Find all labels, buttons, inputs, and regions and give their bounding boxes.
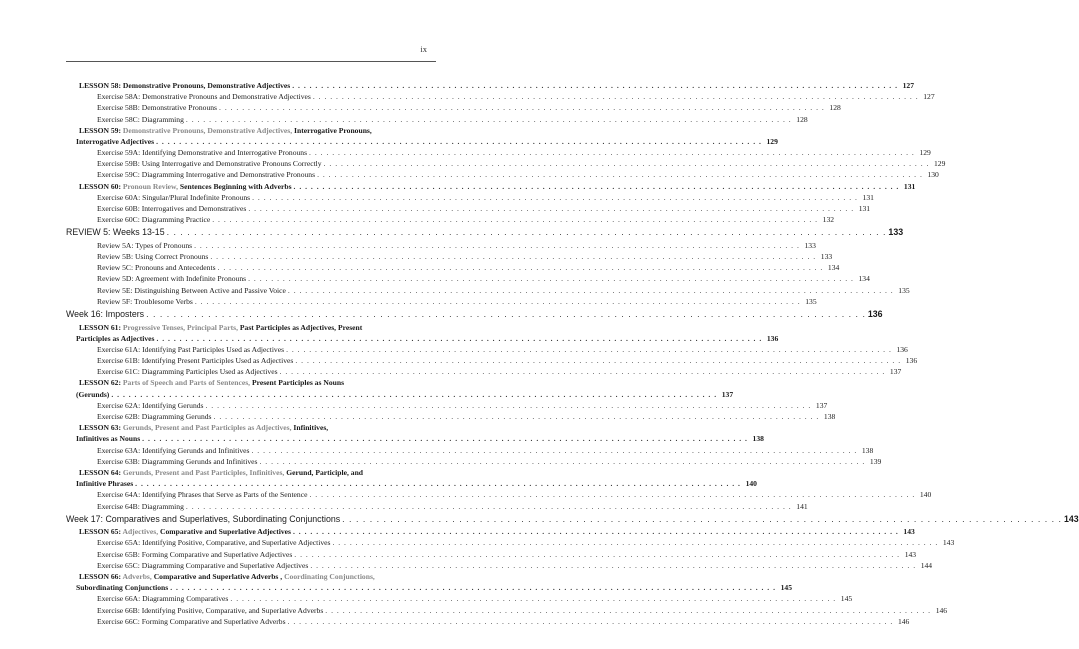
toc-entry-page: 135 (805, 296, 817, 306)
dot-leader (313, 91, 919, 102)
toc-title-part: Exercise 61B: Identifying Present Participles Used as Adjectives (97, 356, 294, 366)
dot-leader (251, 445, 857, 456)
toc-title-part: Exercise 59C: Diagramming Interrogative and Demonstrative Pronouns (97, 170, 316, 180)
toc-entry-title (97, 203, 246, 214)
toc-title-gray-part: Gerunds, Present and Past Participles as Adjectives, (122, 423, 294, 433)
toc-entry-title (97, 169, 315, 180)
toc-entry-title (79, 181, 292, 192)
toc-title-part: Exercise 65A: Identifying Positive, Comparative, and Superlative Adjectives (97, 538, 331, 548)
toc-entry-exercise[interactable] (66, 456, 882, 467)
toc-entry-title (97, 285, 286, 296)
toc-entry-page: 127 (923, 92, 935, 102)
toc-entry-exercise[interactable] (66, 285, 910, 296)
toc-entry-title (76, 136, 154, 147)
dot-leader (248, 273, 854, 284)
toc-entry-page: 145 (840, 594, 853, 604)
toc-entry-title (97, 158, 322, 169)
toc-title-gray-part: Adjectives, (122, 527, 161, 537)
toc-entry-page: 143 (942, 538, 955, 548)
toc-entry-title (97, 366, 278, 377)
toc-entry-lesson-cont[interactable] (66, 582, 792, 593)
toc-entry-page: 133 (888, 227, 904, 238)
toc-entry-page: 146 (897, 616, 910, 626)
dot-leader (292, 80, 898, 91)
toc-title-part: Review 5F: Troublesome Verbs (97, 296, 193, 306)
toc-entry-title (66, 513, 340, 527)
toc-entry-title (97, 296, 193, 307)
toc-entry-page: 144 (920, 560, 933, 570)
toc-entry-title (97, 489, 307, 500)
dot-leader (186, 114, 792, 125)
toc-entry-title (97, 273, 246, 284)
toc-entry-title (76, 389, 109, 400)
toc-title-part: LESSON 63: (79, 423, 123, 433)
toc-entry-page: 127 (902, 80, 914, 90)
toc-title-part: Exercise 60C: Diagramming Practice (97, 215, 211, 225)
toc-entry-page: 146 (935, 605, 948, 615)
dot-leader (317, 169, 923, 180)
toc-entry-page: 129 (766, 136, 778, 146)
toc-entry-title (97, 192, 250, 203)
toc-entry-lesson-cont[interactable] (66, 478, 757, 489)
toc-title-part: Exercise 61A: Identifying Past Participles Used as Adjectives (97, 344, 285, 354)
dot-leader (212, 214, 818, 225)
toc-title-part: Exercise 66B: Identifying Positive, Comparative, and Superlative Adverbs (97, 605, 324, 615)
toc-title-gray-part: Demonstrative Pronouns, Demonstrative Adjectives, (122, 125, 295, 135)
toc-entry-exercise[interactable] (66, 240, 816, 251)
toc-entry-title (76, 333, 154, 344)
toc-entry-title (97, 616, 286, 627)
toc-title-part: Exercise 65B: Forming Comparative and Superlative Adjectives (97, 549, 293, 559)
toc-entry-lesson[interactable] (66, 378, 436, 389)
toc-entry-lesson[interactable] (66, 322, 436, 333)
toc-title-part: LESSON 59: (79, 125, 123, 135)
toc-title-part: Comparative and Superlative Adverbs , (153, 571, 285, 581)
toc-entry-exercise[interactable] (66, 616, 910, 627)
toc-title-part: Exercise 63B: Diagramming Gerunds and Infinitives (97, 456, 258, 466)
toc-title-part: LESSON 60: (79, 181, 123, 191)
toc-entry-title (79, 322, 362, 333)
toc-entry-lesson-cont[interactable] (66, 333, 779, 344)
toc-title-part: Review 5C: Pronouns and Antecedents (97, 263, 216, 273)
toc-entry-title (97, 114, 184, 125)
toc-entry-title (66, 308, 144, 322)
toc-entry-exercise[interactable] (66, 203, 871, 214)
toc-title-part: Review 5D: Agreement with Indefinite Pronouns (97, 274, 247, 284)
toc-entry-page: 137 (889, 367, 902, 377)
toc-title-part: Exercise 62A: Identifying Gerunds (97, 400, 204, 410)
dot-leader (186, 501, 792, 512)
toc-entry-page: 136 (905, 356, 918, 366)
toc-entry-title (97, 240, 192, 251)
toc-title-part: Exercise 58A: Demonstrative Pronouns and Demonstrative Adjectives (97, 92, 311, 102)
dot-leader (309, 489, 915, 500)
toc-entry-page: 128 (796, 114, 808, 124)
dot-leader (170, 582, 776, 593)
page-number: ix (420, 44, 427, 54)
toc-title-part: Past Participles as Adjectives, Present (239, 322, 363, 332)
toc-entry-lesson[interactable] (66, 80, 914, 91)
toc-title-part: (Gerunds) (76, 389, 110, 399)
dot-leader (142, 433, 748, 444)
toc-entry-title (79, 80, 290, 91)
toc-entry-page: 134 (858, 274, 870, 284)
toc-title-part: Participles as Adjectives (76, 333, 155, 343)
toc-entry-page: 136 (896, 344, 908, 354)
toc-title-part: LESSON 66: (79, 571, 123, 581)
toc-entry-title (97, 214, 210, 225)
toc-title-part: Exercise 64A: Identifying Phrases that Serve as Parts of the Sentence (97, 490, 308, 500)
toc-entry-page: 138 (861, 445, 874, 455)
toc-title-part: LESSON 65: (79, 527, 123, 537)
toc-entry-exercise[interactable] (66, 158, 946, 169)
toc-entry-title (97, 91, 311, 102)
toc-title-part: Exercise 59B: Using Interrogative and Demonstrative Pronouns Correctly (97, 159, 322, 169)
toc-entry-page: 140 (745, 479, 757, 489)
toc-entry-week[interactable] (66, 513, 1079, 527)
toc-title-part: Gerund, Participle, and (286, 467, 364, 477)
dot-leader (230, 593, 836, 604)
toc-entry-title (76, 582, 168, 593)
toc-entry-title (79, 467, 363, 478)
toc-entry-title (97, 605, 323, 616)
toc-title-part: Exercise 61C: Diagramming Participles Used as Adjectives (97, 367, 278, 377)
toc-entry-exercise[interactable] (66, 214, 835, 225)
dot-leader (156, 333, 762, 344)
toc-entry-title (76, 433, 140, 444)
toc-title-part: Comparative and Superlative Adjectives (160, 527, 291, 537)
header-rule (66, 61, 436, 62)
toc-entry-exercise[interactable] (66, 445, 874, 456)
toc-entry-exercise[interactable] (66, 147, 931, 158)
toc-title-gray-part: Adverbs, (122, 571, 154, 581)
toc-entry-page: 140 (919, 490, 932, 500)
dot-leader (167, 226, 887, 240)
toc-entry-title (97, 445, 249, 456)
toc-entry-exercise[interactable] (66, 262, 840, 273)
toc-entry-page: 145 (780, 583, 792, 593)
dot-leader (332, 537, 938, 548)
toc-title-part: LESSON 62: (79, 378, 123, 388)
toc-title-part: LESSON 61: (79, 322, 123, 332)
toc-entry-exercise[interactable] (66, 549, 917, 560)
toc-entry-lesson-cont[interactable] (66, 389, 734, 400)
toc-entry-exercise[interactable] (66, 366, 902, 377)
toc-entry-page: 128 (829, 103, 841, 113)
dot-leader (210, 251, 816, 262)
toc-title-part: Infinitives, (293, 423, 329, 433)
toc-title-part: Exercise 65C: Diagramming Comparative and Superlative Adjectives (97, 560, 309, 570)
toc-entry-title (79, 571, 375, 582)
dot-leader (310, 560, 916, 571)
toc-entry-lesson[interactable] (66, 181, 916, 192)
toc-entry-title (97, 537, 330, 548)
toc-entry-exercise[interactable] (66, 489, 932, 500)
toc-entry-page: 133 (820, 252, 833, 262)
toc-title-gray-part: Coordinating Conjunctions, (284, 571, 375, 581)
toc-title-part: Interrogative Pronouns, (294, 125, 372, 135)
toc-entry-page: 134 (827, 263, 840, 273)
toc-title-part: Review 5E: Distinguishing Between Active and Passive Voice (97, 285, 286, 295)
toc-entry-title (66, 226, 165, 240)
toc-title-part: Exercise 60A: Singular/Plural Indefinite Pronouns (97, 192, 251, 202)
toc-entry-page: 135 (898, 285, 910, 295)
toc-title-part: Exercise 60B: Interrogatives and Demonstratives (97, 204, 247, 214)
toc-entry-exercise[interactable] (66, 560, 933, 571)
toc-title-gray-part: Pronoun Review, (122, 181, 180, 191)
toc-entry-title (97, 355, 293, 366)
toc-entry-page: 131 (862, 192, 874, 202)
toc-title-part: Exercise 58B: Demonstrative Pronouns (97, 103, 218, 113)
table-of-contents (66, 80, 1079, 627)
toc-entry-exercise[interactable] (66, 605, 948, 616)
toc-entry-exercise[interactable] (66, 170, 939, 181)
dot-leader (294, 181, 900, 192)
dot-leader (248, 203, 854, 214)
toc-entry-page: 143 (1063, 513, 1079, 524)
toc-entry-title (79, 526, 291, 537)
toc-entry-exercise[interactable] (66, 251, 833, 262)
toc-entry-lesson[interactable] (66, 422, 436, 433)
toc-entry-title (97, 501, 184, 512)
toc-title-part: Infinitives as Nouns (76, 434, 141, 444)
toc-entry-week[interactable] (66, 308, 883, 322)
toc-entry-title (97, 560, 308, 571)
toc-entry-title (97, 251, 208, 262)
toc-entry-exercise[interactable] (66, 501, 808, 512)
toc-entry-exercise[interactable] (66, 400, 828, 411)
toc-entry-exercise[interactable] (66, 411, 836, 422)
toc-entry-title (79, 125, 372, 136)
toc-entry-exercise[interactable] (66, 344, 908, 355)
dot-leader (324, 158, 930, 169)
toc-entry-title (97, 456, 258, 467)
toc-title-part: Week 17: Comparatives and Superlatives, Subordinating Conjunctions (66, 513, 341, 524)
toc-title-part: Exercise 62B: Diagramming Gerunds (97, 412, 212, 422)
dot-leader (280, 366, 886, 377)
toc-entry-page: 136 (867, 309, 883, 320)
toc-entry-page: 141 (796, 501, 808, 511)
toc-entry-page: 136 (766, 333, 779, 343)
toc-entry-page: 139 (869, 456, 882, 466)
toc-entry-lesson[interactable] (66, 571, 436, 582)
toc-entry-exercise[interactable] (66, 114, 808, 125)
toc-title-part: REVIEW 5: Weeks 13-15 (66, 227, 165, 238)
toc-entry-lesson[interactable] (66, 526, 915, 537)
toc-entry-title (79, 377, 344, 388)
toc-title-part: Exercise 64B: Diagramming (97, 501, 184, 511)
toc-title-part: Review 5A: Types of Pronouns (97, 240, 193, 250)
toc-entry-page: 132 (822, 215, 835, 225)
toc-title-gray-part: Parts of Speech and Parts of Sentences, (122, 378, 252, 388)
dot-leader (214, 411, 820, 422)
dot-leader (260, 456, 866, 467)
toc-title-part: Interrogative Adjectives (76, 136, 155, 146)
toc-title-part: Subordinating Conjunctions (76, 583, 169, 593)
toc-entry-lesson-cont[interactable] (66, 433, 764, 444)
toc-title-part: Infinitive Phrases (76, 479, 134, 489)
toc-title-part: Exercise 66A: Diagramming Comparatives (97, 594, 229, 604)
toc-entry-exercise[interactable] (66, 593, 853, 604)
toc-title-part: LESSON 64: (79, 467, 123, 477)
toc-entry-title (97, 593, 228, 604)
toc-entry-title (97, 147, 307, 158)
toc-title-part: Review 5B: Using Correct Pronouns (97, 252, 209, 262)
dot-leader (195, 296, 801, 307)
toc-entry-page: 137 (721, 389, 734, 399)
toc-entry-exercise[interactable] (66, 296, 817, 307)
toc-entry-title (97, 344, 284, 355)
dot-leader (309, 147, 915, 158)
toc-title-part: Exercise 66C: Forming Comparative and Superlative Adverbs (97, 616, 286, 626)
toc-title-part: LESSON 58: Demonstrative Pronouns, Demonstrative Adjectives (79, 80, 291, 90)
dot-leader (288, 616, 894, 627)
dot-leader (325, 605, 931, 616)
dot-leader (293, 526, 899, 537)
toc-entry-title (97, 549, 292, 560)
toc-entry-page: 129 (919, 148, 931, 158)
toc-title-part: Present Participles as Nouns (251, 378, 345, 388)
toc-entry-exercise[interactable] (66, 102, 841, 113)
toc-entry-exercise[interactable] (66, 355, 918, 366)
toc-entry-exercise[interactable] (66, 274, 870, 285)
toc-entry-page: 143 (904, 549, 917, 559)
toc-entry-lesson-cont[interactable] (66, 136, 778, 147)
dot-leader (111, 389, 717, 400)
dot-leader (156, 136, 762, 147)
toc-entry-page: 129 (934, 159, 946, 169)
dot-leader (252, 192, 858, 203)
dot-leader (206, 400, 812, 411)
toc-title-gray-part: Gerunds, Present and Past Participles, Infinitives, (122, 467, 287, 477)
toc-entry-review[interactable] (66, 226, 904, 240)
toc-title-part: Week 16: Imposters (66, 309, 145, 320)
toc-entry-page: 137 (815, 400, 828, 410)
toc-entry-title (97, 400, 204, 411)
dot-leader (219, 102, 825, 113)
toc-entry-title (97, 262, 216, 273)
toc-entry-page: 130 (927, 170, 939, 180)
toc-title-gray-part: Progressive Tenses, Principal Parts, (122, 322, 240, 332)
toc-entry-page: 131 (858, 204, 871, 214)
dot-leader (295, 355, 901, 366)
toc-entry-lesson[interactable] (66, 125, 436, 136)
dot-leader (218, 262, 824, 273)
dot-leader (286, 344, 892, 355)
toc-entry-page: 138 (752, 434, 764, 444)
toc-entry-exercise[interactable] (66, 192, 874, 203)
toc-title-part: Exercise 59A: Identifying Demonstrative and Interrogative Pronouns (97, 148, 308, 158)
dot-leader (288, 285, 894, 296)
dot-leader (146, 308, 866, 322)
dot-leader (135, 478, 741, 489)
toc-title-part: Sentences Beginning with Adverbs (179, 181, 292, 191)
toc-title-part: Exercise 58C: Diagramming (97, 114, 184, 124)
toc-entry-page: 131 (903, 181, 916, 191)
toc-entry-title (97, 411, 212, 422)
toc-entry-title (76, 478, 133, 489)
toc-entry-page: 133 (804, 240, 816, 250)
toc-entry-exercise[interactable] (66, 91, 935, 102)
toc-entry-title (79, 422, 328, 433)
toc-entry-page: 138 (823, 412, 836, 422)
dot-leader (342, 513, 1062, 527)
toc-entry-page: 143 (903, 527, 915, 537)
toc-entry-title (97, 102, 217, 113)
dot-leader (294, 549, 900, 560)
dot-leader (194, 240, 800, 251)
toc-entry-exercise[interactable] (66, 537, 955, 548)
toc-title-part: Exercise 63A: Identifying Gerunds and Infinitives (97, 445, 250, 455)
toc-entry-lesson[interactable] (66, 467, 436, 478)
